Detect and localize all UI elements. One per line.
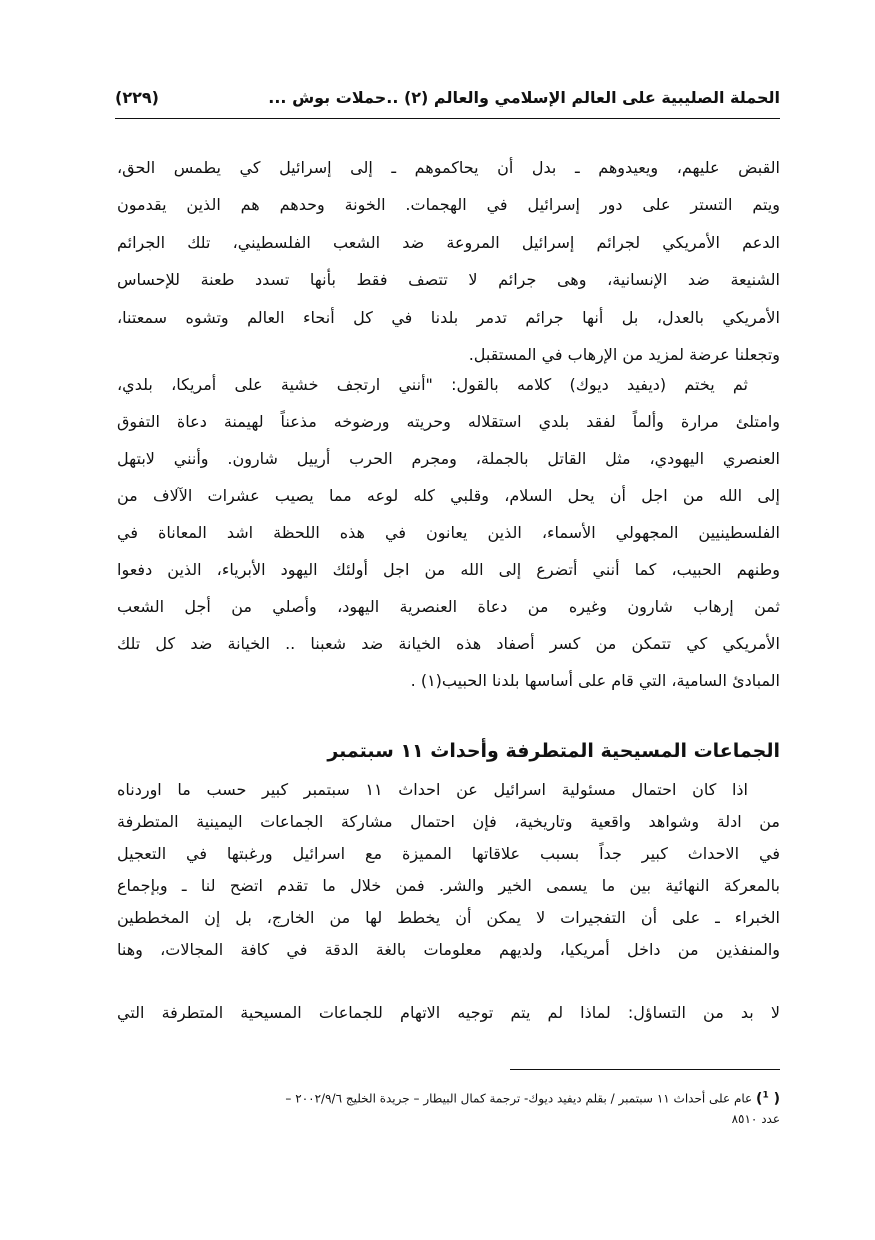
text-line: إلى الله من اجل أن يحل السلام، وقلبي كله لوعه مما يصيب عشرات الآلاف من (117, 486, 780, 505)
text-line: في الاحداث كبير جداً بسبب علاقاتها المميزة مع اسرائيل ورغبتها في التعجيل (117, 844, 780, 863)
header-divider (115, 118, 780, 119)
text-line: وامتلئ مرارة وألماً لفقد بلدي استقلاله وحريته ورضوخه مذعناً لهيمنة دعاة التفوق (117, 412, 780, 431)
footnote-continued: عدد ٨٥١٠ (731, 1112, 780, 1126)
text-line: الأمريكي بالعدل، بل أنها جرائم تدمر بلدنا في كل أنحاء العالم وتشوه سمعتنا، (117, 308, 780, 327)
text-line: ثم يختم (ديفيد ديوك) كلامه بالقول: "أنني ارتجف خشية على أمريكا، بلدي، (117, 375, 748, 394)
footnote (117, 1086, 780, 1108)
footnote-divider (510, 1069, 780, 1070)
section-heading: الجماعات المسيحية المتطرفة وأحداث ١١ سبتمبر (327, 740, 780, 762)
text-line: وطنهم الحبيب، كما أنني أتضرع إلى الله من اجل أولئك اليهود الأبرياء، الذين دفعوا (117, 560, 780, 579)
page-number: (٢٢٩) (115, 88, 159, 107)
text-line: والمنفذين من داخل أمريكيا، ولديهم معلومات بالغة الدقة في كافة المجالات، وهنا (117, 940, 780, 959)
text-line: المبادئ السامية، التي قام على أساسها بلدنا الحبيب(١) . (410, 671, 780, 690)
text-line: من ادلة وشواهد واقعية وتاريخية، فإن احتمال مشاركة الجماعات اليمينية المتطرفة (117, 812, 780, 831)
text-line: العنصري اليهودي، مثل القاتل بالجملة، ومجرم الحرب أرييل شارون. وأنني لابتهل (117, 449, 780, 468)
text-line: الأمريكي كي تتمكن من كسر أصفاد هذه الخيانة ضد شعبنا .. الخيانة ضد كل تلك (117, 634, 780, 653)
footnote-text: عام على أحداث ١١ سبتمبر / بقلم ديفيد ديوك- ترجمة كمال البيطار – جريدة الخليج ٢٠٠٢/٩/٦ – (285, 1091, 753, 1106)
text-line: الدعم الأمريكي لجرائم إسرائيل المروعة ضد الشعب الفلسطيني، تلك الجرائم (117, 233, 780, 252)
text-line: ثمن إرهاب شارون وغيره من دعاة العنصرية اليهود، وأصلي من أجل الشعب (117, 597, 780, 616)
footnote-marker-open: ( (773, 1090, 780, 1107)
text-line: اذا كان احتمال مسئولية اسرائيل عن احداث ١١ سبتمبر كبير حسب ما اوردناه (117, 780, 748, 799)
text-line: القبض عليهم، ويعيدوهم ـ بدل أن يحاكموهم ـ إلى إسرائيل كي يطمس الحق، (117, 158, 780, 177)
text-line: الشنيعة ضد الإنسانية، وهى جرائم لا تتصف فقط بأنها تسدد طعنة للإحساس (117, 270, 780, 289)
text-line: الخبراء ـ على أن التفجيرات لا يمكن أن يخطط لها من الخارج، بل إن المخططين (117, 908, 780, 927)
text-line: وتجعلنا عرضة لمزيد من الإرهاب في المستقبل. (468, 345, 780, 364)
footnote-marker-close: ) (756, 1090, 763, 1107)
footnote-marker (756, 1091, 780, 1107)
text-line: الفلسطينيين المجهولي الأسماء، الذين يعانون في هذه اللحظة اشد المعاناة في (117, 523, 780, 542)
footnote-marker-number: 1 (762, 1090, 769, 1100)
text-line: ويتم التستر على دور إسرائيل في الهجمات. الخونة وحدهم هم الذين يقدمون (117, 195, 780, 214)
running-title: الحملة الصليبية على العالم الإسلامي والعالم (٢) ..حملات بوش ... (268, 88, 780, 107)
text-line: لا بد من التساؤل: لماذا لم يتم توجيه الاتهام للجماعات المسيحية المتطرفة التي (117, 1003, 780, 1022)
text-line: بالمعركة النهائية بين ما يسمى الخير والشر. فمن خلال ما تقدم اتضح لنا ـ وبإجماع (117, 876, 780, 895)
